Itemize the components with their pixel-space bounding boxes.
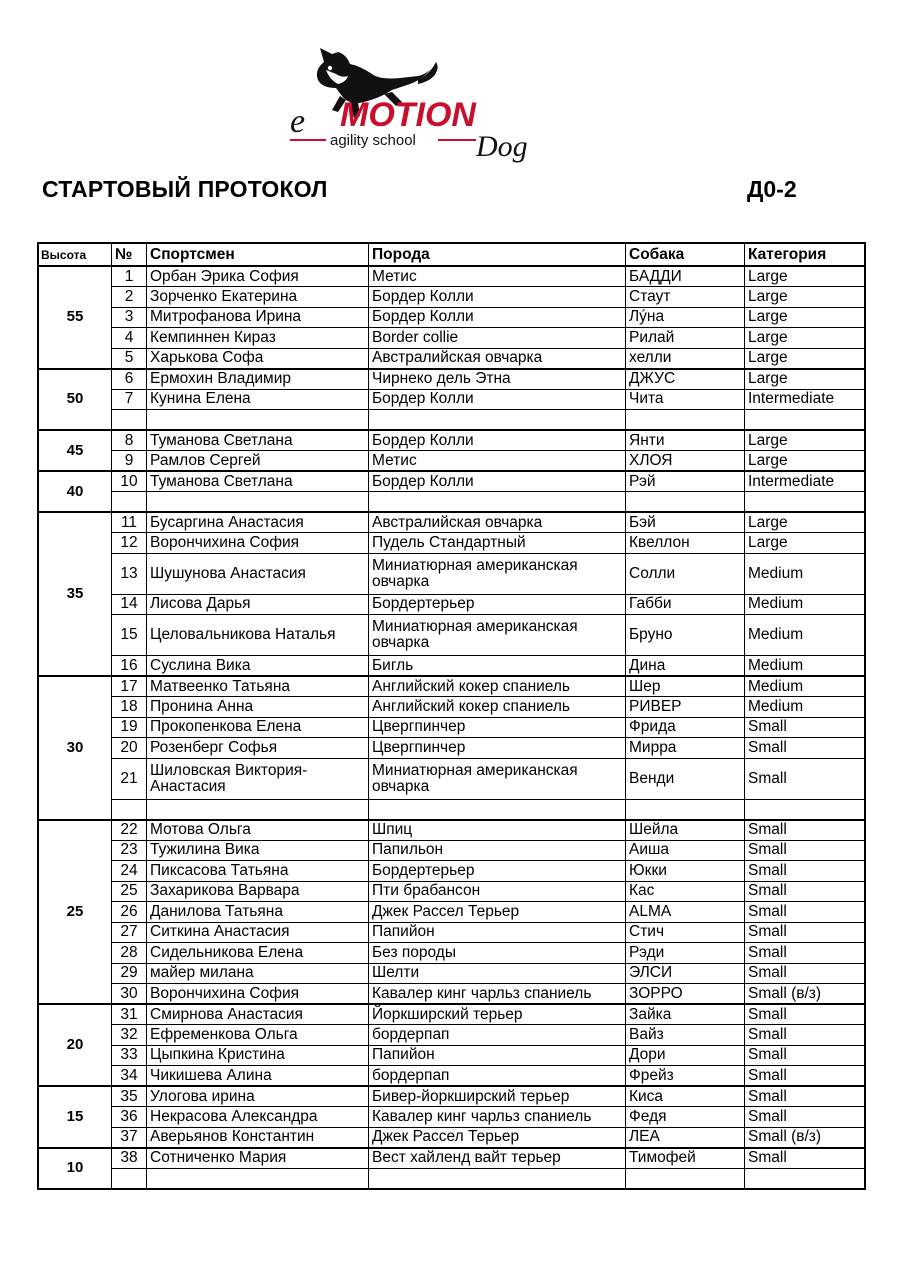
category-cell: Large <box>745 369 865 390</box>
table-row <box>39 594 865 615</box>
number-cell: 35 <box>112 1086 147 1107</box>
table-row <box>39 1168 865 1189</box>
table-row <box>39 553 865 594</box>
number-cell: 4 <box>112 328 147 349</box>
number-cell: 12 <box>112 533 147 554</box>
table-row <box>39 984 865 1005</box>
athlete-cell: Туманова Светлана <box>147 471 369 492</box>
breed-cell: Бордертерьер <box>369 594 626 615</box>
height-cell: 15 <box>39 1086 112 1148</box>
height-cell: 50 <box>39 369 112 431</box>
breed-cell: Джек Рассел Терьер <box>369 1127 626 1148</box>
breed-cell: Бордер Колли <box>369 287 626 308</box>
dog-cell: Киса <box>626 1086 745 1107</box>
table-row <box>39 348 865 369</box>
category-cell: Large <box>745 307 865 328</box>
dog-cell: Дина <box>626 656 745 677</box>
breed-cell: Австралийская овчарка <box>369 348 626 369</box>
table-row <box>39 1045 865 1066</box>
breed-cell: Цвергпинчер <box>369 738 626 759</box>
breed-cell: Border collie <box>369 328 626 349</box>
table-row <box>39 328 865 349</box>
dog-cell: Бруно <box>626 615 745 656</box>
category-cell: Large <box>745 266 865 287</box>
dog-cell: Тимофей <box>626 1148 745 1169</box>
number-cell: 15 <box>112 615 147 656</box>
category-cell: Large <box>745 533 865 554</box>
dog-cell: Рэй <box>626 471 745 492</box>
breed-cell: Джек Рассел Терьер <box>369 902 626 923</box>
dog-cell: Юкки <box>626 861 745 882</box>
breed-cell: Шпиц <box>369 820 626 841</box>
table-row <box>39 676 865 697</box>
breed-cell <box>369 1168 626 1189</box>
category-cell: Small <box>745 963 865 984</box>
table-row <box>39 656 865 677</box>
table-row <box>39 389 865 410</box>
category-cell <box>745 799 865 820</box>
athlete-cell: Чикишева Алина <box>147 1066 369 1087</box>
breed-cell: Папийон <box>369 922 626 943</box>
category-cell: Small <box>745 943 865 964</box>
table-row <box>39 1004 865 1025</box>
table-row <box>39 943 865 964</box>
dog-cell: БАДДИ <box>626 266 745 287</box>
height-cell: 45 <box>39 430 112 471</box>
table-row <box>39 430 865 451</box>
table-row <box>39 266 865 287</box>
athlete-cell <box>147 1168 369 1189</box>
dog-cell: ДЖУС <box>626 369 745 390</box>
dog-cell: Янти <box>626 430 745 451</box>
number-cell: 29 <box>112 963 147 984</box>
athlete-cell: Смирнова Анастасия <box>147 1004 369 1025</box>
number-cell: 24 <box>112 861 147 882</box>
number-cell: 37 <box>112 1127 147 1148</box>
number-cell: 9 <box>112 451 147 472</box>
category-cell: Intermediate <box>745 389 865 410</box>
dog-cell: РИВЕР <box>626 697 745 718</box>
start-protocol-table <box>38 243 865 1189</box>
number-cell: 2 <box>112 287 147 308</box>
athlete-cell: Ефременкова Ольга <box>147 1025 369 1046</box>
logo-dog-text: Dog <box>476 130 528 163</box>
number-cell: 13 <box>112 553 147 594</box>
breed-cell: Кавалер кинг чарльз спаниель <box>369 984 626 1005</box>
table-row <box>39 861 865 882</box>
category-cell: Medium <box>745 697 865 718</box>
athlete-cell: Мотова Ольга <box>147 820 369 841</box>
category-cell: Small <box>745 1004 865 1025</box>
dog-cell: Стаут <box>626 287 745 308</box>
breed-cell: Метис <box>369 451 626 472</box>
athlete-cell: Сидельникова Елена <box>147 943 369 964</box>
col-header-category: Категория <box>745 244 865 267</box>
athlete-cell <box>147 492 369 513</box>
category-cell: Large <box>745 451 865 472</box>
category-cell: Large <box>745 287 865 308</box>
table-row <box>39 1127 865 1148</box>
number-cell: 20 <box>112 738 147 759</box>
table-row <box>39 615 865 656</box>
category-cell <box>745 1168 865 1189</box>
breed-cell: Цвергпинчер <box>369 717 626 738</box>
number-cell: 21 <box>112 758 147 799</box>
athlete-cell: Шиловская Виктория-Анастасия <box>147 758 369 799</box>
number-cell: 7 <box>112 389 147 410</box>
table-row <box>39 799 865 820</box>
category-cell: Small <box>745 881 865 902</box>
number-cell: 3 <box>112 307 147 328</box>
category-cell: Small (в/з) <box>745 1127 865 1148</box>
number-cell: 11 <box>112 512 147 533</box>
category-cell: Small <box>745 1107 865 1128</box>
category-cell: Small <box>745 861 865 882</box>
col-header-athlete: Спортсмен <box>147 244 369 267</box>
dog-cell: Фрейз <box>626 1066 745 1087</box>
breed-cell: Английский кокер спаниель <box>369 676 626 697</box>
table-header-row <box>39 244 865 267</box>
table-row <box>39 287 865 308</box>
athlete-cell: Митрофанова Ирина <box>147 307 369 328</box>
dog-cell: Федя <box>626 1107 745 1128</box>
category-cell: Small (в/з) <box>745 984 865 1005</box>
dog-cell: Венди <box>626 758 745 799</box>
col-header-dog: Собака <box>626 244 745 267</box>
dog-cell: Фрида <box>626 717 745 738</box>
athlete-cell: майер милана <box>147 963 369 984</box>
table-row <box>39 1148 865 1169</box>
height-cell: 20 <box>39 1004 112 1086</box>
dog-cell: ЛЕА <box>626 1127 745 1148</box>
number-cell: 34 <box>112 1066 147 1087</box>
athlete-cell: Суслина Вика <box>147 656 369 677</box>
athlete-cell: Сотниченко Мария <box>147 1148 369 1169</box>
page-title: СТАРТОВЫЙ ПРОТОКОЛ <box>42 176 328 202</box>
breed-cell: Метис <box>369 266 626 287</box>
dog-cell <box>626 492 745 513</box>
athlete-cell: Ворончихина София <box>147 533 369 554</box>
breed-cell: Бигль <box>369 656 626 677</box>
category-cell: Small <box>745 1025 865 1046</box>
table-row <box>39 758 865 799</box>
breed-cell: Миниатюрная американская овчарка <box>369 553 626 594</box>
table-row <box>39 1025 865 1046</box>
number-cell: 27 <box>112 922 147 943</box>
table-row <box>39 307 865 328</box>
athlete-cell: Зорченко Екатерина <box>147 287 369 308</box>
breed-cell: Бордер Колли <box>369 307 626 328</box>
category-cell: Small <box>745 717 865 738</box>
dog-cell: Шейла <box>626 820 745 841</box>
logo-motion-text: MOTION <box>340 96 476 134</box>
number-cell <box>112 492 147 513</box>
height-cell: 55 <box>39 266 112 369</box>
number-cell: 1 <box>112 266 147 287</box>
athlete-cell: Целовальникова Наталья <box>147 615 369 656</box>
breed-cell: Папильон <box>369 840 626 861</box>
dog-cell: Дори <box>626 1045 745 1066</box>
number-cell: 31 <box>112 1004 147 1025</box>
dog-cell: Мирра <box>626 738 745 759</box>
table-row <box>39 922 865 943</box>
height-cell: 25 <box>39 820 112 1005</box>
category-cell: Medium <box>745 615 865 656</box>
number-cell: 19 <box>112 717 147 738</box>
dog-cell: ЗОРРО <box>626 984 745 1005</box>
breed-cell: Без породы <box>369 943 626 964</box>
table-row <box>39 369 865 390</box>
table-row <box>39 492 865 513</box>
dog-cell: Лýна <box>626 307 745 328</box>
category-cell: Small <box>745 1066 865 1087</box>
breed-cell: бордерпап <box>369 1025 626 1046</box>
table-row <box>39 512 865 533</box>
school-logo <box>280 40 560 175</box>
dog-cell: Солли <box>626 553 745 594</box>
number-cell: 36 <box>112 1107 147 1128</box>
number-cell <box>112 1168 147 1189</box>
table-row <box>39 1066 865 1087</box>
athlete-cell <box>147 799 369 820</box>
category-cell: Medium <box>745 676 865 697</box>
athlete-cell: Ситкина Анастасия <box>147 922 369 943</box>
number-cell: 17 <box>112 676 147 697</box>
table-row <box>39 881 865 902</box>
dog-cell: ХЛОЯ <box>626 451 745 472</box>
number-cell <box>112 410 147 431</box>
number-cell: 23 <box>112 840 147 861</box>
number-cell: 14 <box>112 594 147 615</box>
col-header-number: № <box>112 244 147 267</box>
table-row <box>39 471 865 492</box>
breed-cell: Бордертерьер <box>369 861 626 882</box>
logo-e-letter: e <box>290 103 306 140</box>
category-cell: Medium <box>745 553 865 594</box>
category-cell: Large <box>745 348 865 369</box>
athlete-cell: Некрасова Александра <box>147 1107 369 1128</box>
breed-cell: Кавалер кинг чарльз спаниель <box>369 1107 626 1128</box>
height-cell: 10 <box>39 1148 112 1189</box>
athlete-cell: Лисова Дарья <box>147 594 369 615</box>
athlete-cell: Рамлов Сергей <box>147 451 369 472</box>
dog-cell: Чита <box>626 389 745 410</box>
athlete-cell: Улогова ирина <box>147 1086 369 1107</box>
breed-cell: Пудель Стандартный <box>369 533 626 554</box>
category-cell: Small <box>745 840 865 861</box>
category-cell: Small <box>745 1045 865 1066</box>
category-cell: Large <box>745 430 865 451</box>
number-cell: 26 <box>112 902 147 923</box>
category-cell: Large <box>745 512 865 533</box>
breed-cell: Миниатюрная американская овчарка <box>369 615 626 656</box>
table-row <box>39 533 865 554</box>
breed-cell: Пти брабансон <box>369 881 626 902</box>
breed-cell: Шелти <box>369 963 626 984</box>
dog-cell: Рэди <box>626 943 745 964</box>
table-row <box>39 451 865 472</box>
dog-cell: Кас <box>626 881 745 902</box>
breed-cell <box>369 799 626 820</box>
athlete-cell: Орбан Эрика София <box>147 266 369 287</box>
number-cell: 6 <box>112 369 147 390</box>
breed-cell: Йоркширский терьер <box>369 1004 626 1025</box>
athlete-cell: Ермохин Владимир <box>147 369 369 390</box>
dog-cell: Аиша <box>626 840 745 861</box>
dog-cell <box>626 1168 745 1189</box>
athlete-cell: Матвеенко Татьяна <box>147 676 369 697</box>
athlete-cell: Данилова Татьяна <box>147 902 369 923</box>
athlete-cell: Кемпиннен Кираз <box>147 328 369 349</box>
athlete-cell: Розенберг Софья <box>147 738 369 759</box>
number-cell <box>112 799 147 820</box>
dog-cell: Квеллон <box>626 533 745 554</box>
dog-cell: хелли <box>626 348 745 369</box>
category-cell <box>745 492 865 513</box>
height-cell: 30 <box>39 676 112 820</box>
category-cell: Small <box>745 1148 865 1169</box>
athlete-cell: Прокопенкова Елена <box>147 717 369 738</box>
protocol-code: Д0-2 <box>747 176 797 202</box>
athlete-cell: Кунина Елена <box>147 389 369 410</box>
breed-cell: Папийон <box>369 1045 626 1066</box>
category-cell: Small <box>745 758 865 799</box>
category-cell: Small <box>745 1086 865 1107</box>
category-cell: Small <box>745 738 865 759</box>
dog-cell: Зайка <box>626 1004 745 1025</box>
athlete-cell: Тужилина Вика <box>147 840 369 861</box>
height-cell: 35 <box>39 512 112 676</box>
table-row <box>39 1107 865 1128</box>
breed-cell: Английский кокер спаниель <box>369 697 626 718</box>
number-cell: 38 <box>112 1148 147 1169</box>
breed-cell: бордерпап <box>369 1066 626 1087</box>
dog-cell: Шер <box>626 676 745 697</box>
breed-cell: Миниатюрная американская овчарка <box>369 758 626 799</box>
athlete-cell: Бусаргина Анастасия <box>147 512 369 533</box>
table-row <box>39 1086 865 1107</box>
number-cell: 10 <box>112 471 147 492</box>
athlete-cell: Пиксасова Татьяна <box>147 861 369 882</box>
number-cell: 28 <box>112 943 147 964</box>
breed-cell: Бордер Колли <box>369 389 626 410</box>
breed-cell: Бордер Колли <box>369 430 626 451</box>
table-row <box>39 820 865 841</box>
table-row <box>39 717 865 738</box>
number-cell: 33 <box>112 1045 147 1066</box>
dog-cell <box>626 799 745 820</box>
table-row <box>39 963 865 984</box>
breed-cell <box>369 410 626 431</box>
table-body <box>39 266 865 1189</box>
number-cell: 22 <box>112 820 147 841</box>
breed-cell: Чирнеко дель Этна <box>369 369 626 390</box>
breed-cell: Бивер-йоркширский терьер <box>369 1086 626 1107</box>
athlete-cell: Харькова Софа <box>147 348 369 369</box>
athlete-cell: Пронина Анна <box>147 697 369 718</box>
number-cell: 5 <box>112 348 147 369</box>
category-cell: Small <box>745 902 865 923</box>
number-cell: 18 <box>112 697 147 718</box>
dog-cell: Бэй <box>626 512 745 533</box>
category-cell: Small <box>745 820 865 841</box>
col-header-breed: Порода <box>369 244 626 267</box>
athlete-cell <box>147 410 369 431</box>
logo-tagline: agility school <box>330 132 416 149</box>
dog-cell: Рилай <box>626 328 745 349</box>
athlete-cell: Ворончихина София <box>147 984 369 1005</box>
table-row <box>39 697 865 718</box>
dog-cell <box>626 410 745 431</box>
table-row <box>39 410 865 431</box>
table-row <box>39 902 865 923</box>
breed-cell: Вест хайленд вайт терьер <box>369 1148 626 1169</box>
category-cell: Medium <box>745 594 865 615</box>
athlete-cell: Цыпкина Кристина <box>147 1045 369 1066</box>
athlete-cell: Туманова Светлана <box>147 430 369 451</box>
table-row <box>39 840 865 861</box>
dog-cell: Вайз <box>626 1025 745 1046</box>
breed-cell: Австралийская овчарка <box>369 512 626 533</box>
dog-cell: ALMA <box>626 902 745 923</box>
breed-cell: Бордер Колли <box>369 471 626 492</box>
athlete-cell: Захарикова Варвара <box>147 881 369 902</box>
category-cell: Large <box>745 328 865 349</box>
category-cell <box>745 410 865 431</box>
dog-logo-graphic <box>280 40 560 175</box>
category-cell: Small <box>745 922 865 943</box>
category-cell: Intermediate <box>745 471 865 492</box>
athlete-cell: Аверьянов Константин <box>147 1127 369 1148</box>
number-cell: 16 <box>112 656 147 677</box>
category-cell: Medium <box>745 656 865 677</box>
height-cell: 40 <box>39 471 112 512</box>
number-cell: 30 <box>112 984 147 1005</box>
number-cell: 25 <box>112 881 147 902</box>
breed-cell <box>369 492 626 513</box>
col-header-height: Высота <box>39 244 112 267</box>
number-cell: 32 <box>112 1025 147 1046</box>
number-cell: 8 <box>112 430 147 451</box>
dog-cell: ЭЛСИ <box>626 963 745 984</box>
table-row <box>39 738 865 759</box>
dog-cell: Габби <box>626 594 745 615</box>
dog-cell: Стич <box>626 922 745 943</box>
athlete-cell: Шушунова Анастасия <box>147 553 369 594</box>
